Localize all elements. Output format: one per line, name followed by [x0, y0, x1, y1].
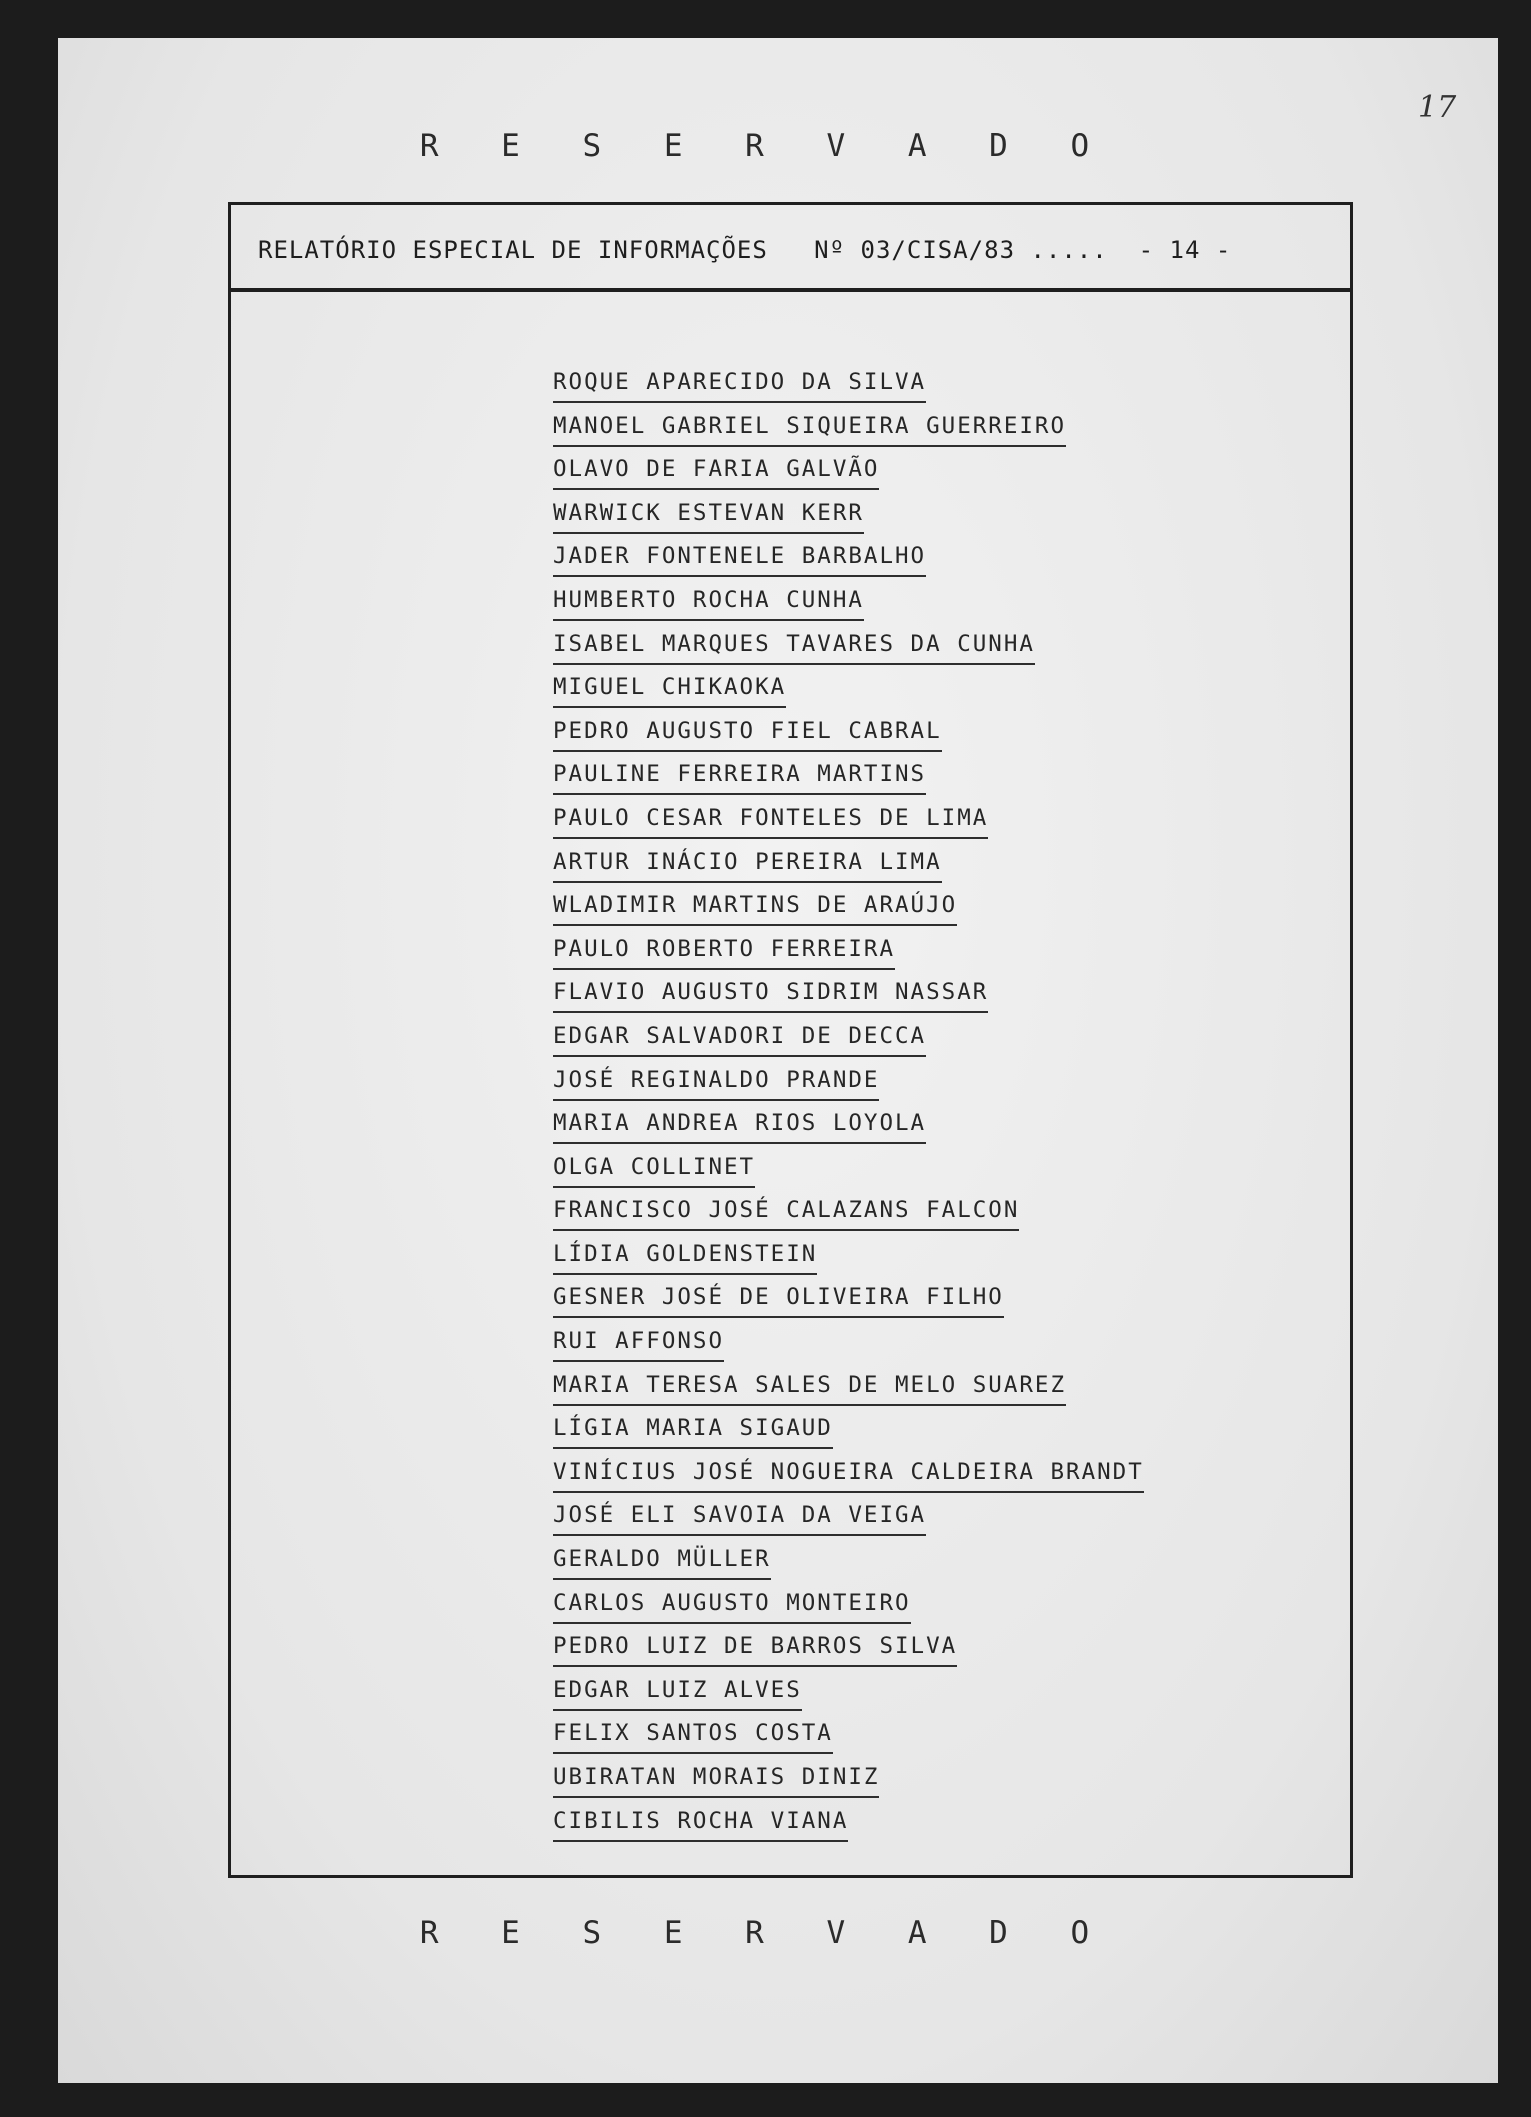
person-name: LÍDIA GOLDENSTEIN	[553, 1237, 817, 1275]
list-item	[553, 1411, 1144, 1455]
list-item	[553, 845, 1144, 889]
list-item	[553, 627, 1144, 671]
person-name: GERALDO MÜLLER	[553, 1542, 771, 1580]
person-name: FELIX SANTOS COSTA	[553, 1716, 833, 1754]
person-name: EDGAR SALVADORI DE DECCA	[553, 1019, 926, 1057]
list-item	[553, 670, 1144, 714]
person-name: GESNER JOSÉ DE OLIVEIRA FILHO	[553, 1280, 1004, 1318]
list-item	[553, 1498, 1144, 1542]
person-name: WARWICK ESTEVAN KERR	[553, 496, 864, 534]
person-name: ISABEL MARQUES TAVARES DA CUNHA	[553, 627, 1035, 665]
list-item	[553, 539, 1144, 583]
person-name: EDGAR LUIZ ALVES	[553, 1673, 802, 1711]
person-name: OLGA COLLINET	[553, 1150, 755, 1188]
person-name: ROQUE APARECIDO DA SILVA	[553, 365, 926, 403]
person-name: MARIA ANDREA RIOS LOYOLA	[553, 1106, 926, 1144]
person-name: JADER FONTENELE BARBALHO	[553, 539, 926, 577]
person-name: FRANCISCO JOSÉ CALAZANS FALCON	[553, 1193, 1019, 1231]
person-name: RUI AFFONSO	[553, 1324, 724, 1362]
person-name: ARTUR INÁCIO PEREIRA LIMA	[553, 845, 942, 883]
person-name: PAULO ROBERTO FERREIRA	[553, 932, 895, 970]
list-item	[553, 452, 1144, 496]
person-name: PEDRO AUGUSTO FIEL CABRAL	[553, 714, 942, 752]
list-item	[553, 1193, 1144, 1237]
list-item	[553, 583, 1144, 627]
handwritten-page-number: 17	[1418, 90, 1457, 125]
person-name: CARLOS AUGUSTO MONTEIRO	[553, 1586, 911, 1624]
list-item	[553, 1455, 1144, 1499]
person-name: UBIRATAN MORAIS DINIZ	[553, 1760, 879, 1798]
person-name: PAULO CESAR FONTELES DE LIMA	[553, 801, 988, 839]
list-item	[553, 888, 1144, 932]
list-item	[553, 365, 1144, 409]
report-header-title: RELATÓRIO ESPECIAL DE INFORMAÇÕES Nº 03/CISA/83 ..... - 14 -	[258, 236, 1232, 264]
list-item	[553, 1150, 1144, 1194]
list-item	[553, 932, 1144, 976]
person-name: MANOEL GABRIEL SIQUEIRA GUERREIRO	[553, 409, 1066, 447]
person-name: LÍGIA MARIA SIGAUD	[553, 1411, 833, 1449]
names-list	[553, 365, 1144, 1847]
person-name: CIBILIS ROCHA VIANA	[553, 1804, 848, 1842]
list-item	[553, 1716, 1144, 1760]
classification-header: R E S E R V A D O	[419, 128, 1112, 164]
person-name: FLAVIO AUGUSTO SIDRIM NASSAR	[553, 975, 988, 1013]
list-item	[553, 714, 1144, 758]
person-name: OLAVO DE FARIA GALVÃO	[553, 452, 879, 490]
list-item	[553, 1586, 1144, 1630]
list-item	[553, 801, 1144, 845]
person-name: MARIA TERESA SALES DE MELO SUAREZ	[553, 1368, 1066, 1406]
person-name: MIGUEL CHIKAOKA	[553, 670, 786, 708]
list-item	[553, 1237, 1144, 1281]
list-item	[553, 1106, 1144, 1150]
list-item	[553, 1673, 1144, 1717]
list-item	[553, 757, 1144, 801]
list-item	[553, 1019, 1144, 1063]
person-name: HUMBERTO ROCHA CUNHA	[553, 583, 864, 621]
list-item	[553, 1804, 1144, 1848]
list-item	[553, 1280, 1144, 1324]
classification-footer: R E S E R V A D O	[419, 1915, 1112, 1951]
list-item	[553, 1629, 1144, 1673]
list-item	[553, 409, 1144, 453]
person-name: PAULINE FERREIRA MARTINS	[553, 757, 926, 795]
list-item	[553, 975, 1144, 1019]
person-name: JOSÉ ELI SAVOIA DA VEIGA	[553, 1498, 926, 1536]
list-item	[553, 1760, 1144, 1804]
person-name: WLADIMIR MARTINS DE ARAÚJO	[553, 888, 957, 926]
list-item	[553, 1063, 1144, 1107]
person-name: JOSÉ REGINALDO PRANDE	[553, 1063, 879, 1101]
person-name: PEDRO LUIZ DE BARROS SILVA	[553, 1629, 957, 1667]
person-name: VINÍCIUS JOSÉ NOGUEIRA CALDEIRA BRANDT	[553, 1455, 1144, 1493]
list-item	[553, 496, 1144, 540]
list-item	[553, 1368, 1144, 1412]
list-item	[553, 1324, 1144, 1368]
list-item	[553, 1542, 1144, 1586]
